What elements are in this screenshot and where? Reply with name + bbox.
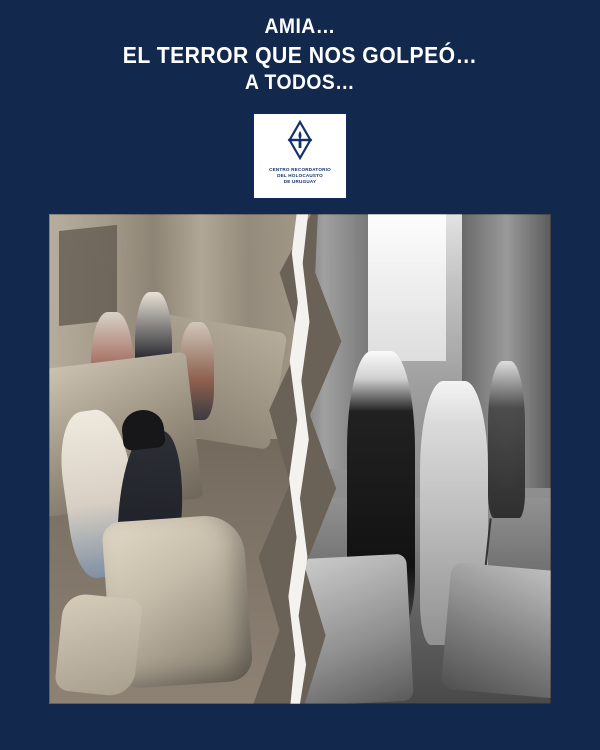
logo-caption: [254, 167, 346, 185]
photo-right-bw: [289, 214, 551, 704]
photo-left-color: [49, 214, 311, 704]
headline-line-2: EL TERROR QUE NOS GOLPEÓ…: [122, 42, 478, 68]
page-title: [0, 12, 600, 98]
star-of-david-with-flame-icon: [277, 119, 323, 165]
headline-line-1: AMIA…: [264, 15, 336, 38]
photo-composite: [49, 214, 551, 704]
logo-caption-line-2: DEL HOLOCAUSTO: [277, 173, 323, 178]
headline-line-3: A TODOS…: [245, 71, 355, 94]
logo-caption-line-3: DE URUGUAY: [283, 179, 317, 184]
organization-logo: [252, 112, 348, 200]
torn-paper-divider: [285, 214, 319, 704]
logo-caption-line-1: CENTRO RECORDATORIO: [269, 167, 331, 172]
